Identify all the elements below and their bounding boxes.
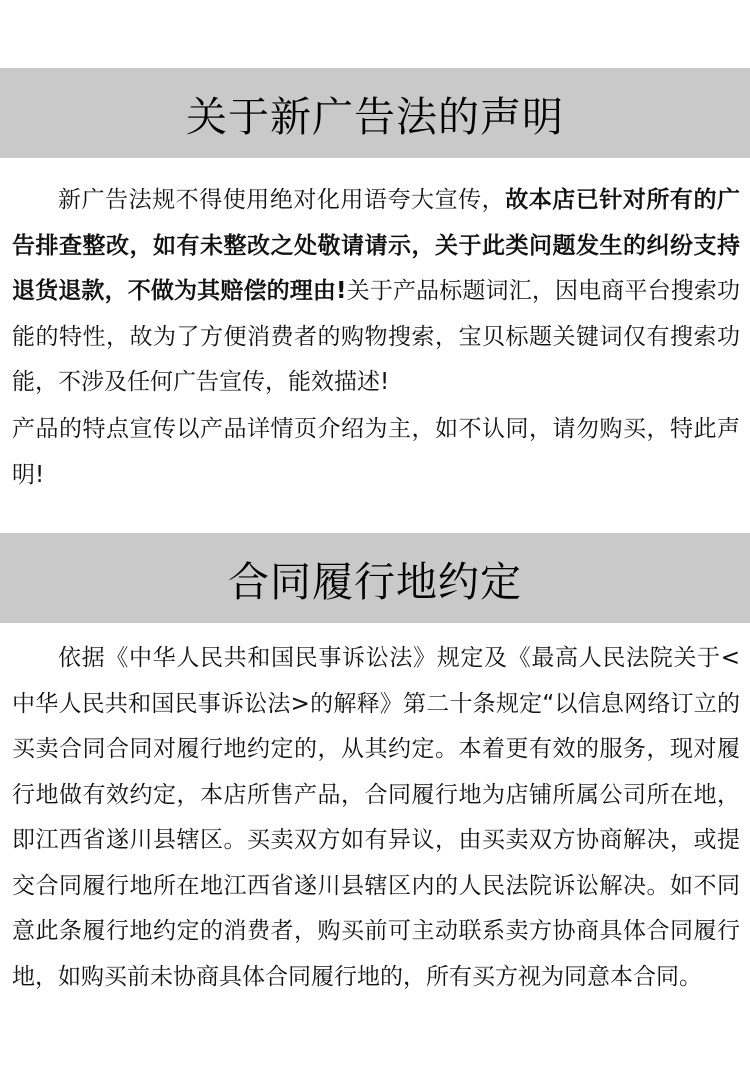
section-header-contract-place	[0, 533, 750, 623]
section-header-ad-law	[0, 68, 750, 158]
contract-place-paragraph: 依据《中华人民共和国民事诉讼法》规定及《最高人民法院关于<中华人民共和国民事诉讼法>的解释》第二十条规定“以信息网络订立的买卖合同合同对履行地约定的，从其约定。本着更有效的服务，现对履行地做有效约定，本店所售产品，合同履行地为店铺所属公司所在地，即江西省遂川县辖区。买卖双方如有异议，由买卖双方协商解决，或提交合同履行地所在地江西省遂川县辖区内的人民法院诉讼解决。如不同意此条履行地约定的消费者，购买前可主动联系卖方协商具体合同履行地，如购买前未协商具体合同履行地的，所有买方视为同意本合同。	[12, 645, 740, 990]
ad-law-text-title-keywords: 关于产品标题词汇，因电商平台搜索功能的特性，故为了方便消费者的购物搜索，宝贝标题关键词仅有搜索功能，不涉及任何广告宣传，能效描述!	[12, 278, 740, 395]
ad-law-declaration-paragraph: 产品的特点宣传以产品详情页介绍为主，如不认同，请勿购买，特此声明!	[12, 416, 740, 488]
ad-law-text-bold: 故本店已针对所有的广告排查整改，如有未整改之处敬请请示，关于此类问题发生的纠纷支持退货退款，不做为其赔偿的理由!	[12, 187, 741, 304]
ad-law-text-intro: 新广告法规不得使用绝对化用语夸大宣传，	[58, 187, 506, 213]
section-title-contract-place: 合同履行地约定	[228, 557, 522, 606]
section-title-ad-law: 关于新广告法的声明	[186, 92, 564, 141]
ad-law-statement-paragraph	[12, 178, 740, 406]
